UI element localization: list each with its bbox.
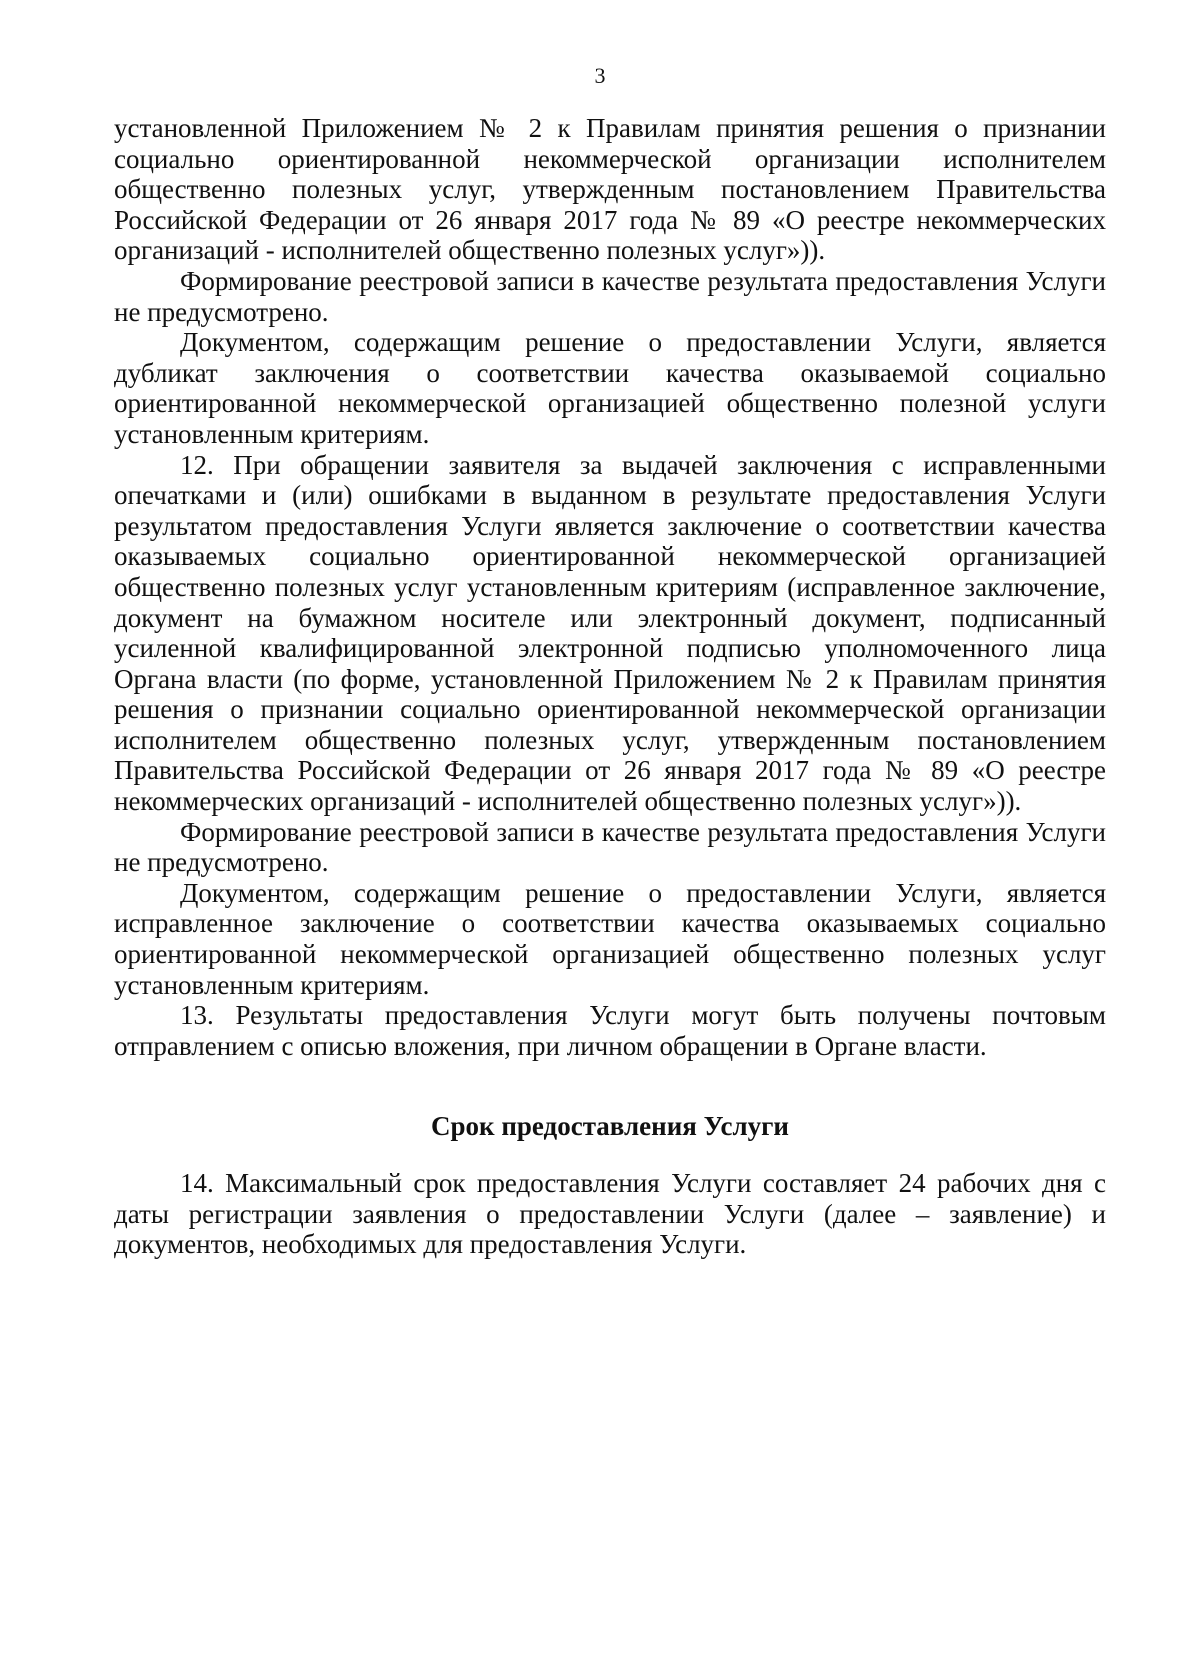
paragraph-registry-note-1: Формирование реестровой записи в качестве результата предоставления Услуги не предусмотрено. — [114, 265, 1106, 327]
paragraph-continuation: установленной Приложением № 2 к Правилам принятия решения о признании социально ориентированной некоммерческой организации исполнителем общественно полезных услуг, утвержденным постановлением Правительства Российской Федерации от 26 января 2017 года № 89 «О реестре некоммерческих организаций - исполнителей общественно полезных услуг»)). — [114, 113, 1106, 266]
page-number: 3 — [594, 63, 606, 88]
paragraph-registry-note-2: Формирование реестровой записи в качестве результата предоставления Услуги не предусмотрено. — [114, 816, 1106, 878]
paragraph-item-14: 14. Максимальный срок предоставления Услуги составляет 24 рабочих дня с даты регистрации заявления о предоставлении Услуги (далее – заявление) и документов, необходимых для предоставления Услуги. — [114, 1168, 1106, 1260]
section-heading: Срок предоставления Услуги — [431, 1111, 789, 1142]
paragraph-item-13: 13. Результаты предоставления Услуги могут быть получены почтовым отправлением с описью вложения, при личном обращении в Органе власти. — [114, 1000, 1106, 1061]
paragraph-item-12: 12. При обращении заявителя за выдачей заключения с исправленными опечатками и (или) ошибками в выданном в результате предоставления Услуги результатом предоставления Услуги является заключение о соответствии качества оказываемых социально ориентированной некоммерческой организацией общественно полезных услуг установленным критериям (исправленное заключение, документ на бумажном носителе или электронный документ, подписанный усиленной квалифицированной электронной подписью уполномоченного лица Органа власти (по форме, установленной Приложением № 2 к Правилам принятия решения о признании социально ориентированной некоммерческой организации исполнителем общественно полезных услуг, утвержденным постановлением Правительства Российской Федерации от 26 января 2017 года № 89 «О реестре некоммерческих организаций - исполнителей общественно полезных услуг»)). — [114, 449, 1106, 817]
paragraph-corrected-decision: Документом, содержащим решение о предоставлении Услуги, является исправленное заключение о соответствии качества оказываемых социально ориентированной некоммерческой организацией общественно полезных услуг установленным критериям. — [114, 877, 1106, 1000]
document-body — [114, 113, 1106, 1260]
paragraph-duplicate-decision: Документом, содержащим решение о предоставлении Услуги, является дубликат заключения о соответствии качества оказываемой социально ориентированной некоммерческой организацией общественно полезной услуги установленным критериям. — [114, 327, 1106, 449]
